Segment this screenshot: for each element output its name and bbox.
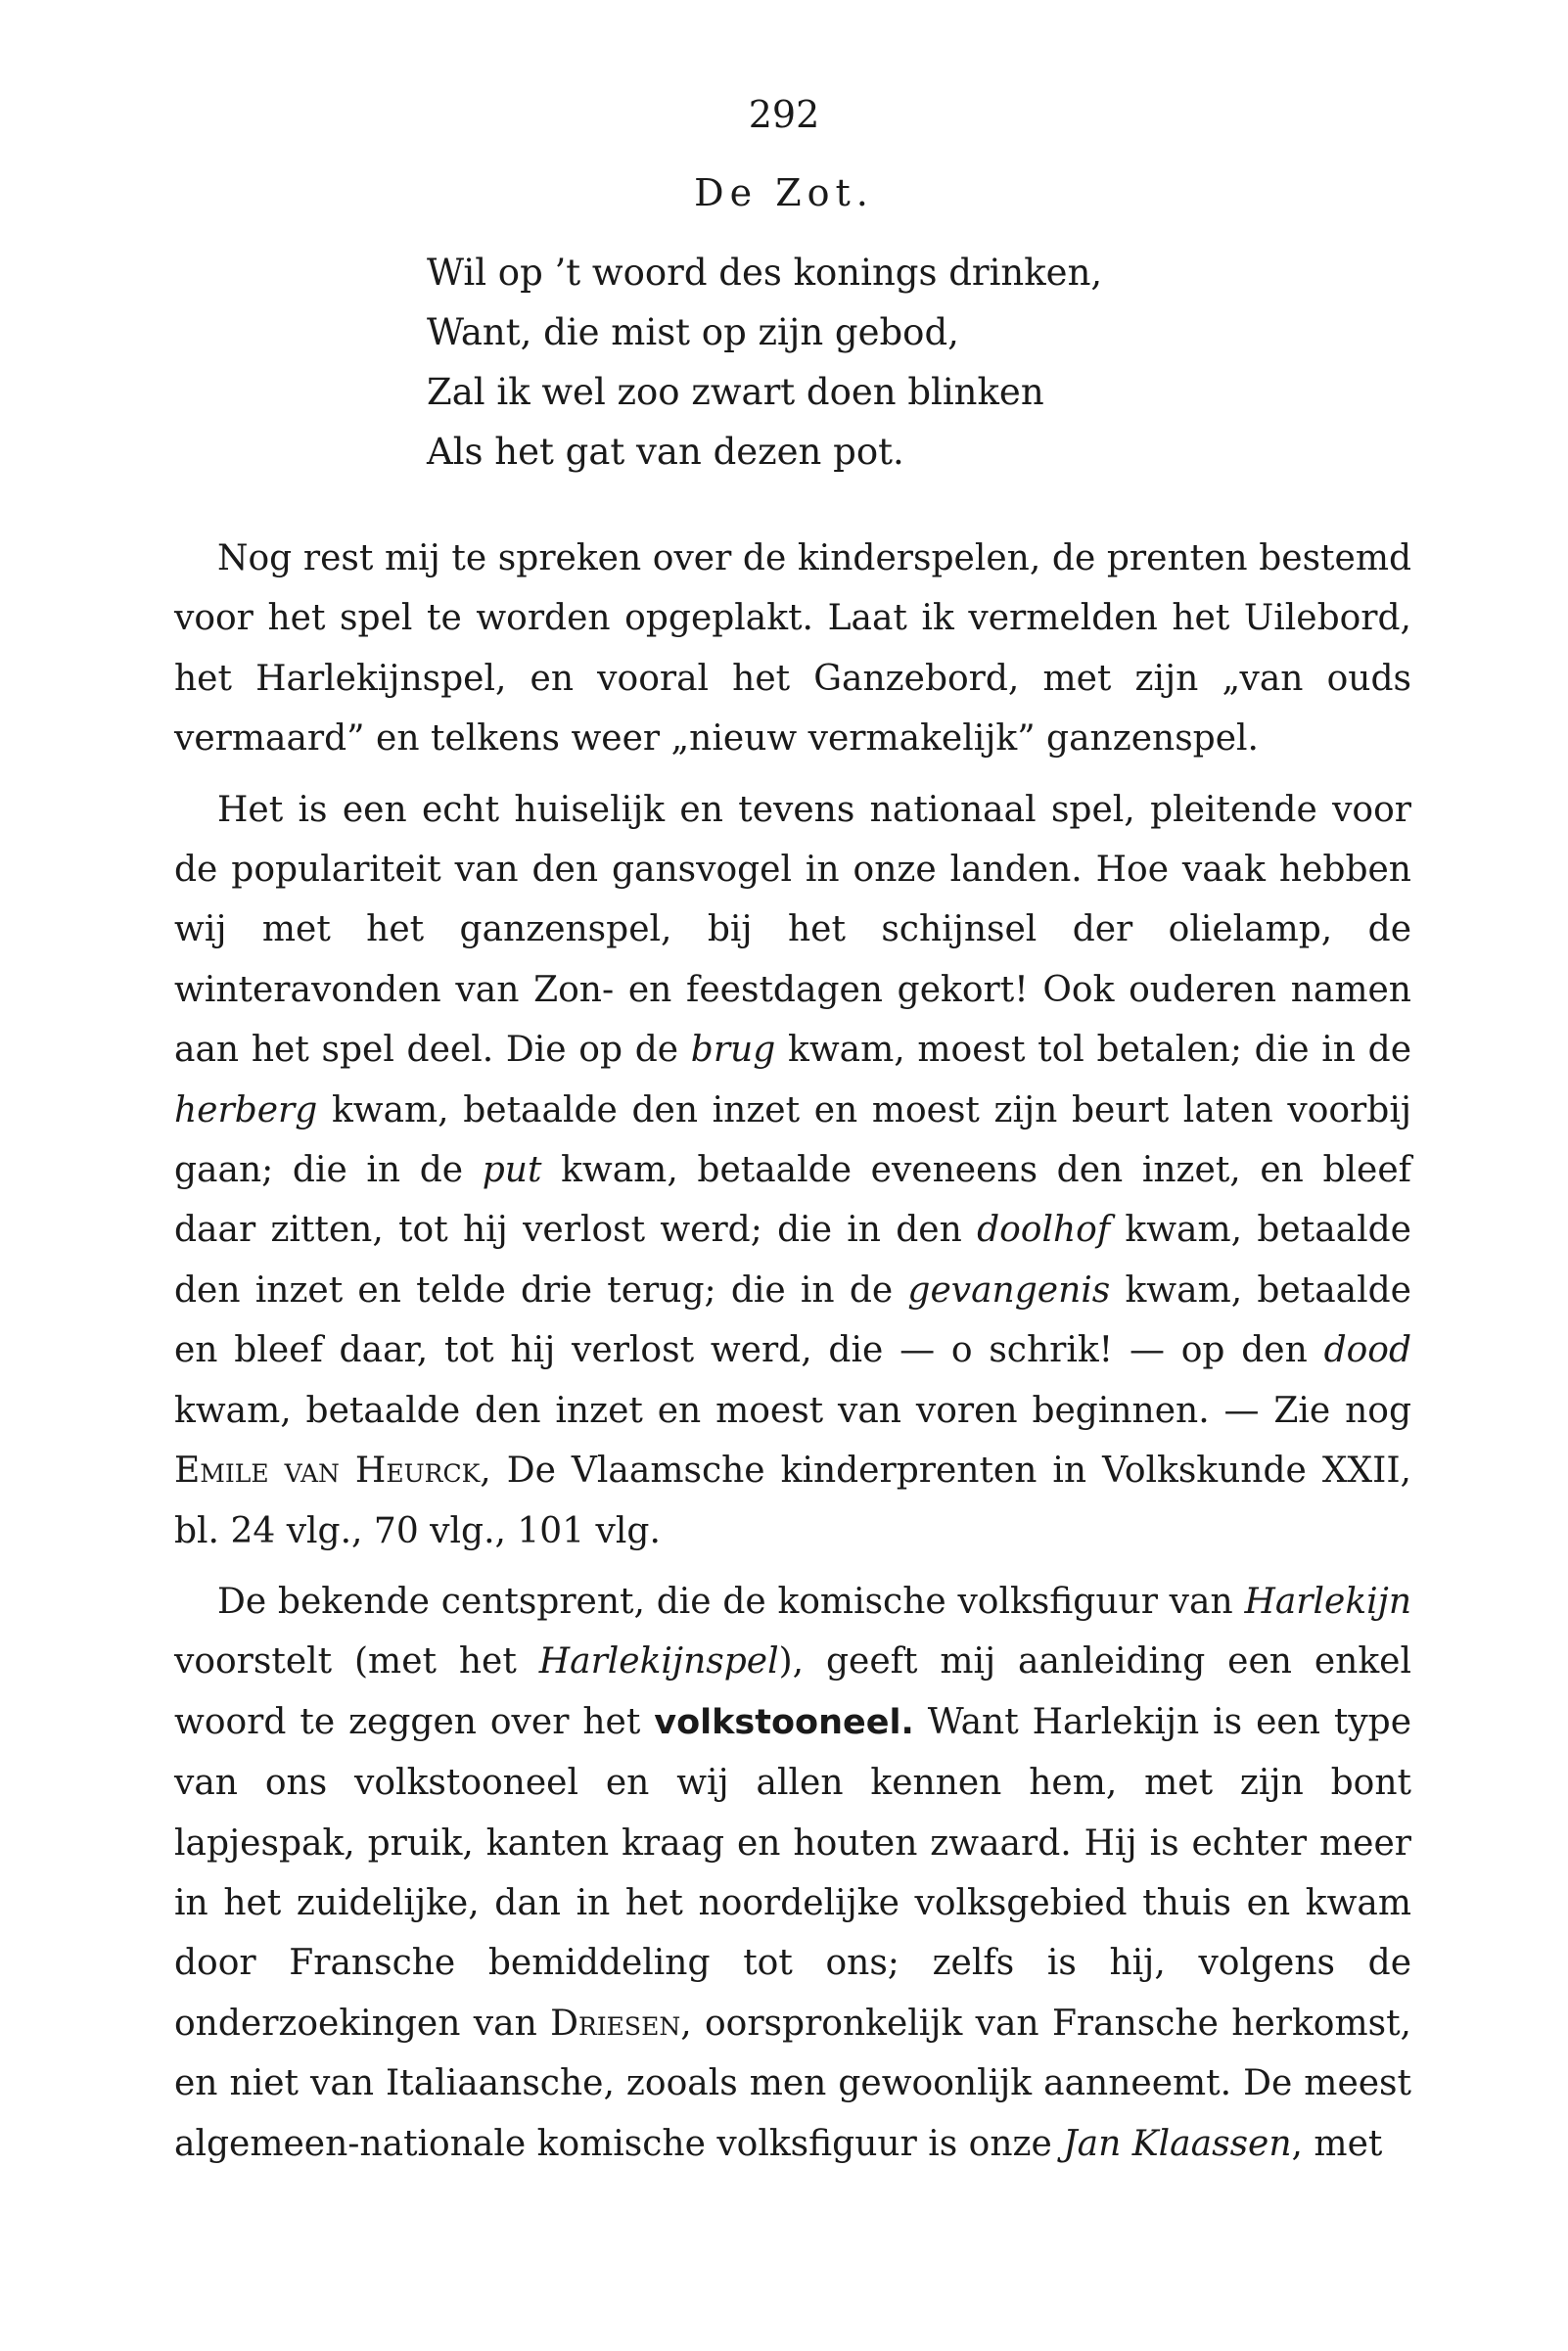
author-name: Driesen xyxy=(550,2003,681,2044)
body-text xyxy=(174,529,1411,2185)
text-run: kwam, moest tol betalen; die in de xyxy=(775,1030,1412,1071)
term-harlekijn: Harlekijn xyxy=(1244,1581,1411,1622)
text-run: kwam, betaalde eveneens den inzet, en bleef daar zitten, tot hij verlost werd; die in den xyxy=(174,1150,1411,1251)
text-run: , met xyxy=(1291,2123,1383,2164)
paragraph-ganzenspel xyxy=(174,780,1411,1561)
text-run: kwam, betaalde den inzet en telde drie terug; die in de xyxy=(174,1210,1411,1311)
verse-line: Wil op ’t woord des konings drinken, xyxy=(427,252,1103,294)
page-number: 292 xyxy=(748,93,820,136)
text-run: kwam, betaalde den inzet en moest zijn beurt laten voorbij gaan; die in de xyxy=(174,1089,1411,1191)
text-run: Het is een echt huiselijk en tevens nationaal spel, pleitende voor de populariteit van den gansvogel in onze landen. Hoe vaak hebben wij met het ganzenspel, bij het schijnsel der olielamp, de winteravonden van Zon- en feestdagen gekort! Ook ouderen namen aan het spel deel. Die op de xyxy=(174,789,1411,1071)
text-run: , De Vlaamsche kinderprenten in Volkskunde XXII, bl. 24 vlg., 70 vlg., 101 vlg. xyxy=(174,1451,1411,1551)
term-dood: dood xyxy=(1323,1330,1411,1371)
term-gevangenis: gevangenis xyxy=(907,1269,1111,1311)
verse-line: Als het gat van dezen pot. xyxy=(427,431,904,473)
text-run: kwam, betaalde en bleef daar, tot hij verlost werd, die — o schrik! — op den xyxy=(174,1269,1411,1371)
term-herberg: herberg xyxy=(174,1089,318,1130)
paragraph-volkstooneel xyxy=(174,1572,1411,2174)
paragraph-text: Nog rest mij te spreken over de kinderspelen, de prenten bestemd voor het spel te worden opgeplakt. Laat ik vermelden het Uilebord, het Harlekijnspel, en vooral het Ganzebord, met zijn „van ouds vermaard” en telkens weer „nieuw vermakelijk” ganzenspel. xyxy=(174,538,1411,760)
verse-speaker-heading: De Zot. xyxy=(694,171,874,214)
term-harlekijnspel: Harlekijnspel xyxy=(538,1641,779,1683)
term-put: put xyxy=(482,1150,542,1191)
text-run: ), geeft mij aanleiding een enkel woord te zeggen over het xyxy=(174,1641,1411,1742)
author-name: Emile van Heurck xyxy=(174,1451,481,1492)
verse-line: Want, die mist op zijn gebod, xyxy=(427,311,959,353)
term-jan-klaassen: Jan Klaassen xyxy=(1063,2123,1292,2164)
verse-line: Zal ik wel zoo zwart doen blinken xyxy=(427,371,1044,413)
term-brug: brug xyxy=(690,1030,776,1071)
paragraph-kinderspelen xyxy=(174,529,1411,769)
text-run: voorstelt (met het xyxy=(174,1641,539,1683)
keyword-volkstooneel: volkstooneel. xyxy=(654,1702,914,1742)
text-run: , oorspronkelijk van Fransche herkomst, en niet van Italiaansche, zooals men gewoonlijk aanneemt. De meest algemeen-nationale komische volksfiguur is onze xyxy=(174,2003,1411,2164)
text-run: Want Harlekijn is een type van ons volkstooneel en wij allen kennen hem, met zijn bont lapjespak, pruik, kanten kraag en houten zwaard. Hij is echter meer in het zuidelijke, dan in het noordelijke volksgebied thuis en kwam door Fransche bemiddeling tot ons; zelfs is hij, volgens de onderzoekingen van xyxy=(174,1701,1412,2044)
verse-block xyxy=(427,243,1102,482)
text-run: De bekende centsprent, die de komische volksfiguur van xyxy=(217,1581,1245,1622)
term-doolhof: doolhof xyxy=(977,1210,1111,1251)
text-run: kwam, betaalde den inzet en moest van voren beginnen. — Zie nog xyxy=(174,1390,1411,1431)
